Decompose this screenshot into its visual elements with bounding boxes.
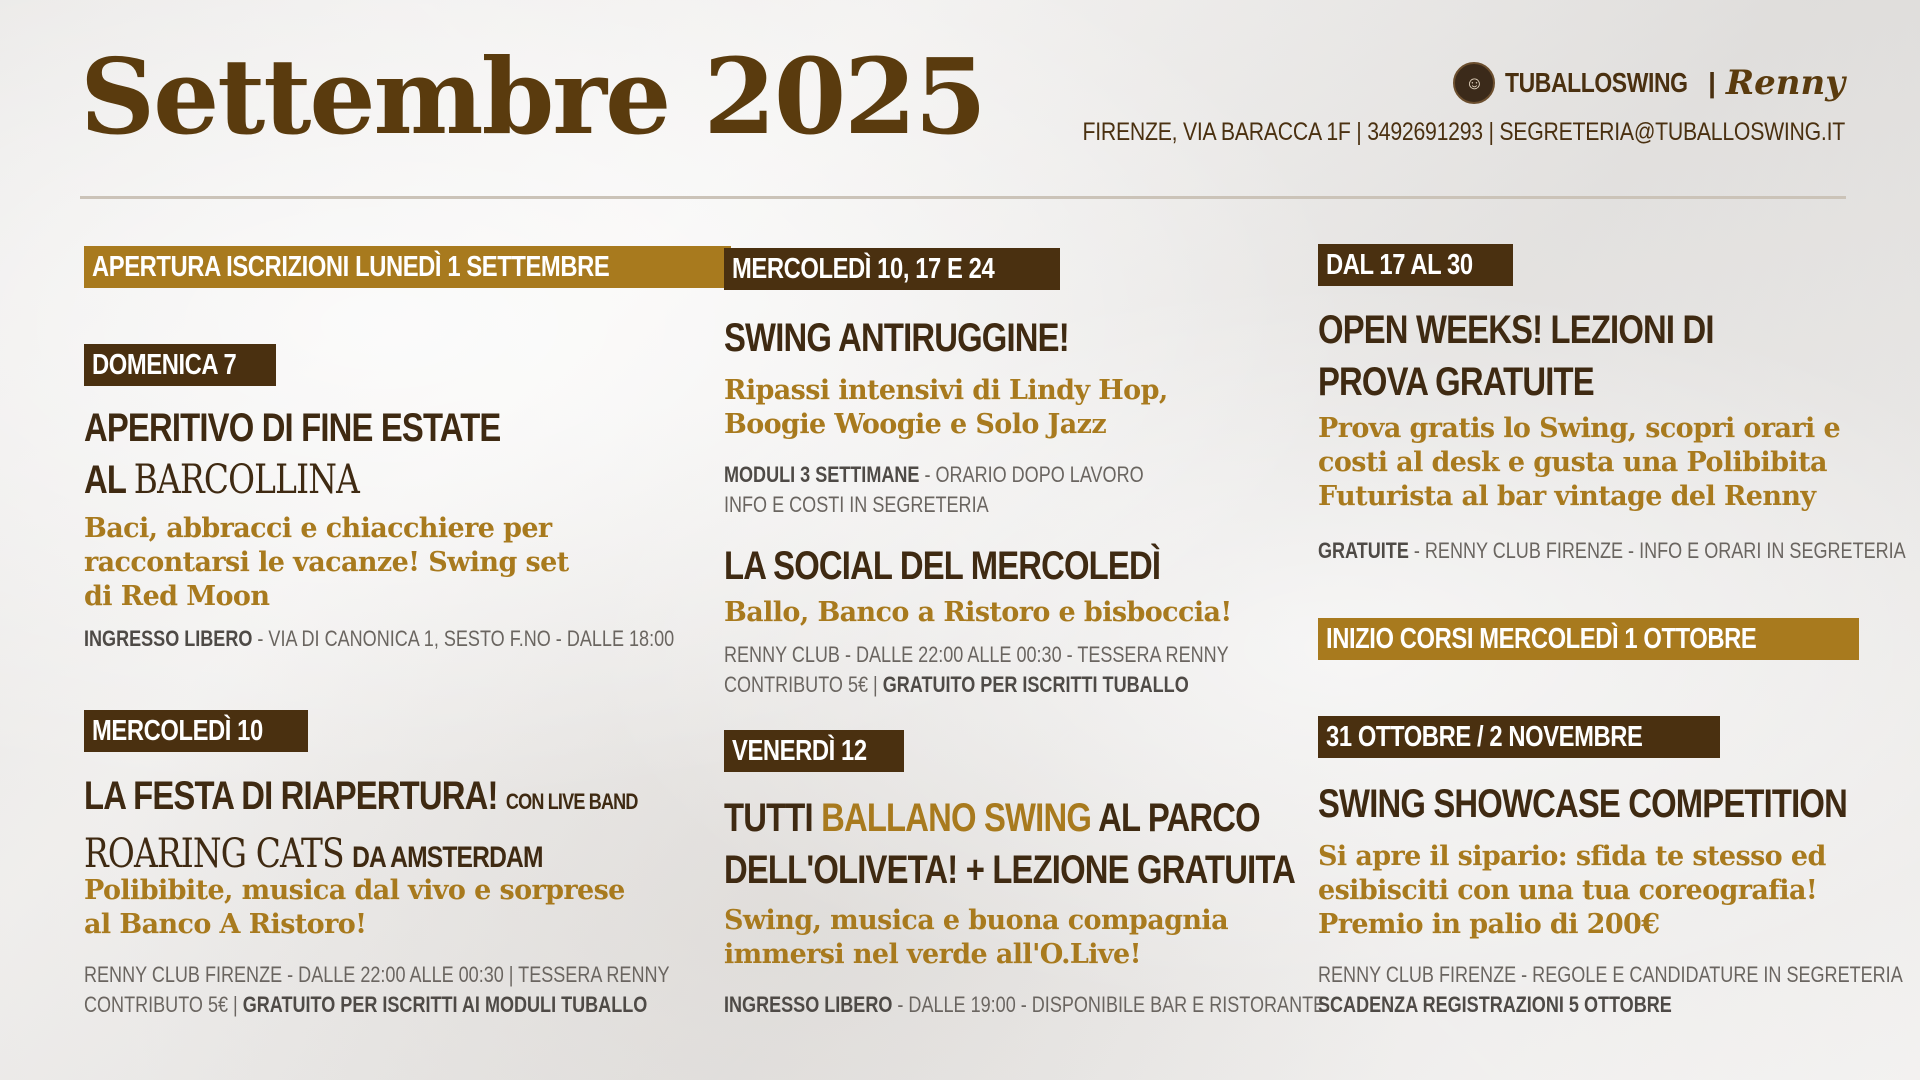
event-description: Si apre il sipario: sfida te stesso ed esibisciti con una tua coreografia! Premio in palio di 200€ bbox=[1318, 841, 1826, 940]
event-date-tag: 31 OTTOBRE / 2 NOVEMBRE bbox=[1318, 716, 1720, 758]
event-description: Prova gratis lo Swing, scopri orari e costi al desk e gusta una Polibibita Futurista al bar vintage del Renny bbox=[1318, 413, 1841, 512]
event-date-tag: MERCOLEDÌ 10, 17 E 24 bbox=[724, 248, 1060, 290]
event-meta: INGRESSO LIBERO - VIA DI CANONICA 1, SESTO F.NO - DALLE 18:00 bbox=[84, 626, 675, 651]
event-date-tag: DAL 17 AL 30 bbox=[1318, 244, 1513, 286]
event-meta: GRATUITE - RENNY CLUB FIRENZE - INFO E ORARI IN SEGRETERIA bbox=[1318, 538, 1906, 563]
event-meta: MODULI 3 SETTIMANE - ORARIO DOPO LAVORO INFO E COSTI IN SEGRETERIA bbox=[724, 462, 1144, 517]
brand bbox=[1453, 60, 1845, 106]
event-title: APERITIVO DI FINE ESTATE AL BARCOLLINA bbox=[84, 406, 501, 503]
event-title: LA SOCIAL DEL MERCOLEDÌ bbox=[724, 544, 1161, 588]
event-title: TUTTI BALLANO SWING AL PARCO DELL'OLIVETA! + LEZIONE GRATUITA bbox=[724, 796, 1296, 892]
page-title: Settembre 2025 bbox=[80, 35, 985, 158]
event-date-tag: DOMENICA 7 bbox=[84, 344, 276, 386]
event-title: SWING SHOWCASE COMPETITION bbox=[1318, 782, 1848, 826]
divider bbox=[80, 196, 1846, 199]
brand-partner: Renny bbox=[1725, 63, 1845, 103]
event-description: Ripassi intensivi di Lindy Hop, Boogie Woogie e Solo Jazz bbox=[724, 375, 1168, 440]
contacts: FIRENZE, VIA BARACCA 1F | 3492691293 | SEGRETERIA@TUBALLOSWING.IT bbox=[1082, 118, 1845, 146]
event-title: OPEN WEEKS! LEZIONI DI PROVA GRATUITE bbox=[1318, 308, 1714, 404]
tag-inizio-corsi: INIZIO CORSI MERCOLEDÌ 1 OTTOBRE bbox=[1318, 618, 1859, 660]
event-description: Polibibite, musica dal vivo e sorprese al Banco A Ristoro! bbox=[84, 875, 625, 940]
event-description: Baci, abbracci e chiacchiere per raccontarsi le vacanze! Swing set di Red Moon bbox=[84, 513, 569, 612]
event-description: Swing, musica e buona compagnia immersi nel verde all'O.Live! bbox=[724, 905, 1228, 970]
dancer-icon: ☺ bbox=[1453, 62, 1495, 104]
event-date-tag: MERCOLEDÌ 10 bbox=[84, 710, 308, 752]
event-meta: RENNY CLUB FIRENZE - REGOLE E CANDIDATURE IN SEGRETERIA SCADENZA REGISTRAZIONI 5 OTTOBRE bbox=[1318, 962, 1903, 1017]
brand-name: TUBALLOSWING bbox=[1505, 67, 1688, 98]
event-description: Ballo, Banco a Ristoro e bisboccia! bbox=[724, 597, 1232, 628]
event-title: SWING ANTIRUGGINE! bbox=[724, 316, 1069, 360]
brand-separator: | bbox=[1708, 67, 1716, 98]
event-title: LA FESTA DI RIAPERTURA! CON LIVE BAND ROARING CATS DA AMSTERDAM bbox=[84, 774, 638, 877]
event-meta: RENNY CLUB - DALLE 22:00 ALLE 00:30 - TESSERA RENNY CONTRIBUTO 5€ | GRATUITO PER ISCRITTI TUBALLO bbox=[724, 642, 1229, 697]
event-meta: RENNY CLUB FIRENZE - DALLE 22:00 ALLE 00:30 | TESSERA RENNY CONTRIBUTO 5€ | GRATUITO PER ISCRITTI AI MODULI TUBALLO bbox=[84, 962, 670, 1017]
event-date-tag: VENERDÌ 12 bbox=[724, 730, 904, 772]
tag-apertura: APERTURA ISCRIZIONI LUNEDÌ 1 SETTEMBRE bbox=[84, 246, 731, 288]
event-meta: INGRESSO LIBERO - DALLE 19:00 - DISPONIBILE BAR E RISTORANTE bbox=[724, 992, 1326, 1017]
